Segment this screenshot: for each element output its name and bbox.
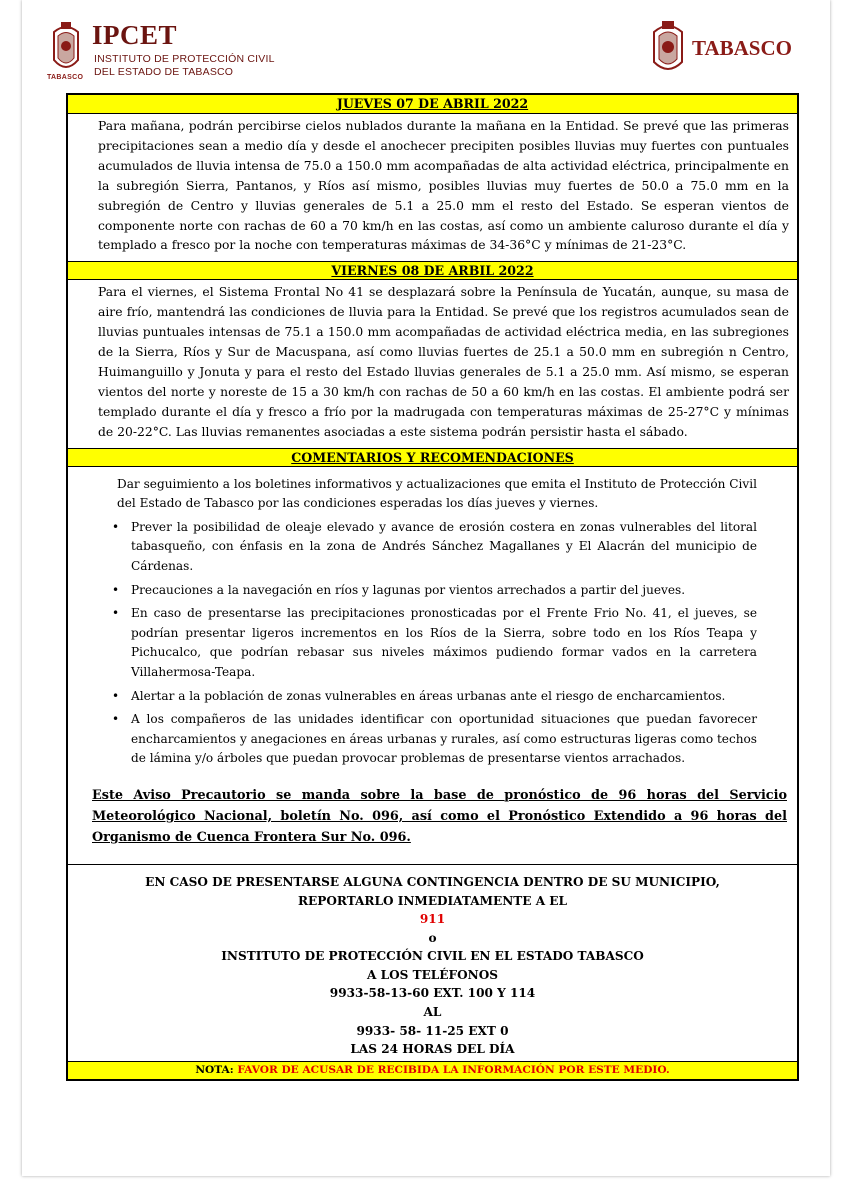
recommendations [68, 467, 797, 775]
comments-heading: COMENTARIOS Y RECOMENDACIONES [68, 448, 797, 467]
contact-hours: LAS 24 HORAS DEL DÍA [350, 1042, 515, 1057]
note-label: NOTA: [195, 1063, 234, 1076]
state-logo-text: TABASCO [692, 36, 792, 60]
org-name-line2: DEL ESTADO DE TABASCO [94, 66, 234, 78]
precautionary-notice: Este Aviso Precautorio se manda sobre la base de pronóstico de 96 horas del Servicio Meteorológico Nacional, boletín No. 096, así como el Pronóstico Extendido a 96 horas del Organismo de Cuenca Frontera Sur No. 096. [68, 775, 797, 865]
list-item: • A los compañeros de las unidades identificar con oportunidad situaciones que puedan favorecer encharcamientos y anegaciones en áreas urbanas y rurales, así como estructuras ligeras como techos de lámina y/o árboles que puedan provocar problemas de presentarse vientos arrachados. [131, 710, 757, 769]
phone-primary: 9933-58-13-60 EXT. 100 Y 114 [329, 986, 536, 1001]
list-item: • Alertar a la población de zonas vulnerables en áreas urbanas ante el riesgo de encharcamientos. [131, 687, 757, 707]
recommendations-intro: Dar seguimiento a los boletines informativos y actualizaciones que emita el Instituto de Protección Civil del Estado de Tabasco por las condiciones esperadas los días jueves y viernes. [117, 476, 757, 511]
contact-or: o [428, 930, 437, 945]
recommendations-list [131, 518, 757, 769]
bulletin-box [66, 93, 799, 1081]
list-item: • Precauciones a la navegación en ríos y lagunas por vientos arrechados a partir del jueves. [131, 581, 757, 601]
day1-forecast: Para mañana, podrán percibirse cielos nublados durante la mañana en la Entidad. Se prevé que las primeras precipitaciones sean a medio día y desde el anochecer precipiten posibles lluvias muy fuertes con puntuales acumulados de lluvia intensa de 75.0 a 150.0 mm acompañadas de alta actividad eléctrica, principalmente en la subregión Sierra, Pantanos, y Ríos así mismo, posibles lluvias muy fuertes de 50.0 a 75.0 mm en la subregión de Centro y lluvias generales de 5.1 a 25.0 mm el resto del Estado. Se esperan vientos de componente norte con rachas de 60 a 70 km/h en las costas, así como un ambiente caluroso durante el día y templado a fresco por la noche con temperaturas máximas de 34-36°C y mínimas de 21-23°C. [98, 119, 789, 253]
list-item: • Prever la posibilidad de oleaje elevado y avance de erosión costera en zonas vulnerables del litoral tabasqueño, con énfasis en la zona de Andrés Sánchez Magallanes y El Alacrán del municipio de Cárdenas. [131, 518, 757, 577]
contact-block [68, 865, 797, 1061]
contact-line1: EN CASO DE PRESENTARSE ALGUNA CONTINGENCIA DENTRO DE SU MUNICIPIO, [145, 874, 720, 889]
contact-al: AL [423, 1005, 442, 1020]
seal-caption: TABASCO [47, 74, 84, 81]
org-acronym: IPCET [92, 20, 178, 50]
note-text: FAVOR DE ACUSAR DE RECIBIDA LA INFORMACIÓN POR ESTE MEDIO. [237, 1063, 670, 1076]
tabasco-seal-icon [648, 18, 688, 78]
ipcet-seal-icon [48, 20, 84, 76]
emergency-number: 911 [419, 912, 446, 927]
document-header [22, 0, 830, 92]
contact-line4: A LOS TELÉFONOS [367, 967, 498, 982]
phone-secondary: 9933- 58- 11-25 EXT 0 [356, 1023, 509, 1038]
contact-line2: REPORTARLO INMEDIATAMENTE A EL [297, 893, 568, 908]
day2-forecast: Para el viernes, el Sistema Frontal No 41 se desplazará sobre la Península de Yucatán, aunque, su masa de aire frío, mantendrá las condiciones de lluvia para la Entidad. Se prevé que los registros acumulados sean de lluvias puntuales intensas de 75.1 a 150.0 mm acompañadas de actividad eléctrica media, en las subregiones de la Sierra, Ríos y Sur de Macuspana, así como lluvias fuertes de 25.1 a 50.0 mm en subregión n Centro, Huimanguillo y Jonuta y para el resto del Estado lluvias generales de 5.1 a 25.0 mm. Así mismo, se esperan vientos del norte y noreste de 15 a 30 km/h con rachas de 50 a 60 km/h en las costas. El ambiente podrá ser templado durante el día y fresco a frío por la madrugada con temperaturas máximas de 25-27°C y mínimas de 20-22°C. Las lluvias remanentes asociadas a este sistema podrán persistir hasta el sábado. [98, 285, 789, 439]
acknowledgement-note [68, 1061, 797, 1079]
contact-line3: INSTITUTO DE PROTECCIÓN CIVIL EN EL ESTADO TABASCO [221, 949, 644, 964]
org-name-line1: INSTITUTO DE PROTECCIÓN CIVIL [94, 53, 275, 65]
list-item: • En caso de presentarse las precipitaciones pronosticadas por el Frente Frio No. 41, el jueves, se podrían presentar ligeros incrementos en los Ríos de la Sierra, sobre todo en los Ríos Teapa y Pichucalco, que podrían rebasar sus niveles máximos pudiendo formar vados en la carretera Villahermosa-Teapa. [131, 604, 757, 682]
day2-heading: VIERNES 08 DE ARBIL 2022 [68, 261, 797, 280]
document-page [22, 0, 830, 1176]
day1-heading: JUEVES 07 DE ABRIL 2022 [68, 95, 797, 114]
